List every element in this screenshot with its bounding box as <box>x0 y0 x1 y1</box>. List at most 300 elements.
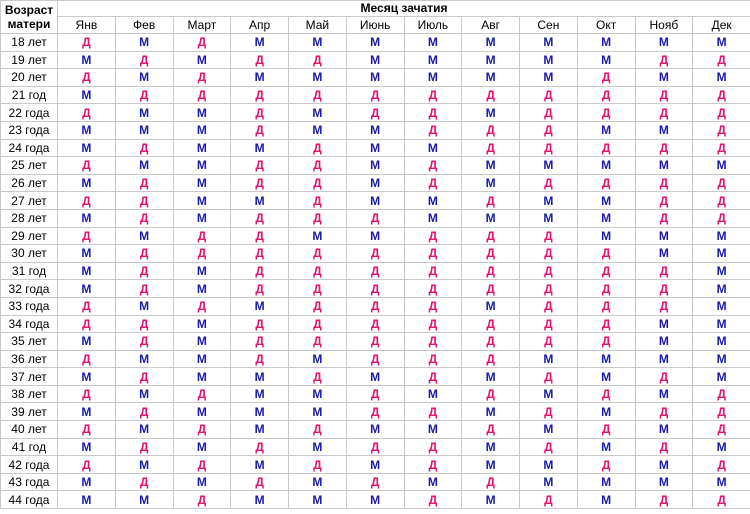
gender-cell-boy: М <box>173 368 231 386</box>
gender-cell-girl: Д <box>289 245 347 263</box>
gender-cell-boy: М <box>231 421 289 439</box>
gender-cell-boy: М <box>115 69 173 87</box>
gender-cell-girl: Д <box>693 104 750 122</box>
gender-cell-boy: М <box>404 69 462 87</box>
gender-cell-boy: М <box>520 421 578 439</box>
mother-age-header-label: Возраст матери <box>4 3 54 31</box>
gender-cell-girl: Д <box>577 69 635 87</box>
table-header <box>1 1 750 34</box>
mother-age-cell: 20 лет <box>1 69 58 87</box>
gender-cell-boy: М <box>635 456 693 474</box>
gender-cell-girl: Д <box>346 280 404 298</box>
mother-age-cell: 21 год <box>1 86 58 104</box>
gender-cell-boy: М <box>115 34 173 52</box>
gender-cell-girl: Д <box>346 315 404 333</box>
gender-cell-girl: Д <box>115 174 173 192</box>
gender-cell-boy: М <box>693 368 750 386</box>
mother-age-cell: 31 год <box>1 262 58 280</box>
mother-age-cell: 38 лет <box>1 385 58 403</box>
gender-cell-girl: Д <box>635 104 693 122</box>
gender-cell-boy: М <box>346 139 404 157</box>
gender-cell-girl: Д <box>289 297 347 315</box>
gender-cell-girl: Д <box>115 245 173 263</box>
mother-age-cell: 43 года <box>1 473 58 491</box>
gender-cell-girl: Д <box>462 262 520 280</box>
gender-cell-girl: Д <box>231 51 289 69</box>
gender-cell-boy: М <box>231 69 289 87</box>
gender-cell-boy: М <box>173 262 231 280</box>
gender-cell-boy: М <box>520 192 578 210</box>
gender-cell-boy: М <box>462 368 520 386</box>
gender-cell-boy: М <box>693 34 750 52</box>
gender-cell-girl: Д <box>635 139 693 157</box>
gender-cell-boy: М <box>115 104 173 122</box>
gender-cell-girl: Д <box>346 403 404 421</box>
gender-cell-girl: Д <box>577 315 635 333</box>
gender-cell-boy: М <box>115 385 173 403</box>
gender-cell-girl: Д <box>346 473 404 491</box>
gender-cell-boy: М <box>173 51 231 69</box>
month-header-cell: Нояб <box>635 17 693 34</box>
gender-cell-girl: Д <box>173 245 231 263</box>
gender-cell-boy: М <box>462 491 520 509</box>
gender-cell-boy: М <box>346 174 404 192</box>
gender-cell-girl: Д <box>231 262 289 280</box>
gender-cell-girl: Д <box>577 104 635 122</box>
gender-cell-girl: Д <box>635 262 693 280</box>
gender-cell-girl: Д <box>289 86 347 104</box>
gender-cell-girl: Д <box>462 280 520 298</box>
gender-cell-girl: Д <box>289 333 347 351</box>
gender-cell-girl: Д <box>289 174 347 192</box>
gender-cell-girl: Д <box>58 192 116 210</box>
gender-cell-boy: М <box>404 421 462 439</box>
gender-cell-girl: Д <box>577 333 635 351</box>
month-header-cell: Май <box>289 17 347 34</box>
gender-cell-boy: М <box>115 491 173 509</box>
gender-cell-girl: Д <box>289 209 347 227</box>
gender-cell-girl: Д <box>115 315 173 333</box>
gender-cell-boy: М <box>115 157 173 175</box>
gender-cell-boy: М <box>289 385 347 403</box>
gender-cell-girl: Д <box>404 491 462 509</box>
gender-cell-boy: М <box>231 297 289 315</box>
mother-age-cell: 33 года <box>1 297 58 315</box>
gender-cell-boy: М <box>635 333 693 351</box>
gender-cell-girl: Д <box>404 174 462 192</box>
month-header-cell: Март <box>173 17 231 34</box>
mother-age-cell: 41 год <box>1 438 58 456</box>
gender-cell-girl: Д <box>231 104 289 122</box>
gender-cell-boy: М <box>289 69 347 87</box>
mother-age-cell: 40 лет <box>1 421 58 439</box>
gender-cell-girl: Д <box>346 86 404 104</box>
gender-cell-boy: М <box>462 456 520 474</box>
gender-cell-girl: Д <box>520 245 578 263</box>
gender-cell-boy: М <box>173 192 231 210</box>
gender-cell-girl: Д <box>404 104 462 122</box>
gender-cell-girl: Д <box>231 438 289 456</box>
mother-age-cell: 42 года <box>1 456 58 474</box>
gender-cell-boy: М <box>693 157 750 175</box>
gender-cell-boy: М <box>520 51 578 69</box>
gender-cell-girl: Д <box>346 297 404 315</box>
gender-cell-girl: Д <box>577 280 635 298</box>
gender-cell-boy: М <box>462 157 520 175</box>
table-row <box>1 438 750 456</box>
gender-cell-boy: М <box>346 192 404 210</box>
gender-cell-girl: Д <box>173 297 231 315</box>
gender-cell-boy: М <box>58 139 116 157</box>
gender-cell-boy: М <box>58 368 116 386</box>
gender-cell-boy: М <box>577 403 635 421</box>
gender-cell-girl: Д <box>404 315 462 333</box>
table-row <box>1 139 750 157</box>
gender-cell-girl: Д <box>462 421 520 439</box>
gender-cell-boy: М <box>231 34 289 52</box>
gender-cell-boy: М <box>520 473 578 491</box>
gender-cell-boy: М <box>289 227 347 245</box>
table-row <box>1 280 750 298</box>
mother-age-cell: 30 лет <box>1 245 58 263</box>
gender-cell-girl: Д <box>346 209 404 227</box>
gender-cell-boy: М <box>404 139 462 157</box>
gender-cell-girl: Д <box>462 121 520 139</box>
month-header-row <box>1 17 750 34</box>
gender-cell-girl: Д <box>693 86 750 104</box>
gender-cell-girl: Д <box>635 297 693 315</box>
gender-cell-girl: Д <box>520 104 578 122</box>
gender-cell-girl: Д <box>520 262 578 280</box>
gender-cell-boy: М <box>115 456 173 474</box>
conception-month-header: Месяц зачатия <box>58 1 750 17</box>
gender-cell-boy: М <box>577 51 635 69</box>
gender-cell-girl: Д <box>289 192 347 210</box>
gender-cell-boy: М <box>693 69 750 87</box>
gender-cell-boy: М <box>462 403 520 421</box>
mother-age-cell: 18 лет <box>1 34 58 52</box>
gender-cell-girl: Д <box>231 121 289 139</box>
gender-cell-girl: Д <box>635 86 693 104</box>
gender-cell-girl: Д <box>520 403 578 421</box>
gender-cell-boy: М <box>289 104 347 122</box>
gender-cell-girl: Д <box>58 315 116 333</box>
gender-cell-boy: М <box>520 385 578 403</box>
gender-cell-girl: Д <box>404 86 462 104</box>
gender-cell-boy: М <box>404 209 462 227</box>
gender-cell-girl: Д <box>346 350 404 368</box>
gender-cell-girl: Д <box>577 174 635 192</box>
gender-cell-girl: Д <box>404 333 462 351</box>
gender-cell-boy: М <box>58 473 116 491</box>
mother-age-cell: 35 лет <box>1 333 58 351</box>
table-row <box>1 473 750 491</box>
gender-cell-boy: М <box>231 368 289 386</box>
gender-cell-girl: Д <box>58 456 116 474</box>
gender-cell-boy: М <box>58 491 116 509</box>
gender-cell-boy: М <box>58 333 116 351</box>
gender-cell-boy: М <box>346 121 404 139</box>
gender-cell-girl: Д <box>289 368 347 386</box>
table-row <box>1 227 750 245</box>
gender-cell-boy: М <box>635 227 693 245</box>
table-row <box>1 421 750 439</box>
gender-cell-girl: Д <box>520 491 578 509</box>
mother-age-cell: 22 года <box>1 104 58 122</box>
gender-cell-boy: М <box>115 421 173 439</box>
gender-cell-boy: М <box>462 438 520 456</box>
table-row <box>1 51 750 69</box>
gender-cell-boy: М <box>462 209 520 227</box>
gender-cell-girl: Д <box>693 385 750 403</box>
gender-cell-girl: Д <box>520 139 578 157</box>
gender-cell-boy: М <box>231 403 289 421</box>
table-row <box>1 121 750 139</box>
mother-age-header <box>1 1 58 34</box>
gender-cell-boy: М <box>173 280 231 298</box>
gender-cell-girl: Д <box>58 69 116 87</box>
table-row <box>1 192 750 210</box>
gender-cell-girl: Д <box>58 157 116 175</box>
gender-cell-girl: Д <box>346 385 404 403</box>
gender-cell-girl: Д <box>404 245 462 263</box>
gender-cell-boy: М <box>58 245 116 263</box>
gender-cell-boy: М <box>173 174 231 192</box>
gender-cell-boy: М <box>462 51 520 69</box>
gender-cell-girl: Д <box>520 333 578 351</box>
mother-age-cell: 44 года <box>1 491 58 509</box>
table-row <box>1 385 750 403</box>
mother-age-cell: 25 лет <box>1 157 58 175</box>
gender-cell-boy: М <box>173 438 231 456</box>
gender-cell-girl: Д <box>693 491 750 509</box>
gender-cell-girl: Д <box>346 262 404 280</box>
gender-cell-girl: Д <box>58 34 116 52</box>
gender-cell-boy: М <box>635 350 693 368</box>
gender-cell-boy: М <box>58 174 116 192</box>
gender-cell-girl: Д <box>404 227 462 245</box>
gender-cell-boy: М <box>173 104 231 122</box>
gender-cell-boy: М <box>346 227 404 245</box>
gender-cell-boy: М <box>577 491 635 509</box>
gender-cell-girl: Д <box>173 456 231 474</box>
gender-cell-boy: М <box>635 315 693 333</box>
gender-cell-girl: Д <box>346 438 404 456</box>
gender-cell-boy: М <box>693 245 750 263</box>
gender-cell-boy: М <box>173 315 231 333</box>
gender-cell-girl: Д <box>115 333 173 351</box>
gender-cell-girl: Д <box>462 473 520 491</box>
gender-cell-girl: Д <box>346 104 404 122</box>
gender-cell-boy: М <box>520 350 578 368</box>
gender-cell-girl: Д <box>115 209 173 227</box>
gender-cell-boy: М <box>289 350 347 368</box>
gender-cell-girl: Д <box>462 192 520 210</box>
gender-cell-girl: Д <box>173 69 231 87</box>
mother-age-cell: 32 года <box>1 280 58 298</box>
gender-cell-girl: Д <box>693 192 750 210</box>
gender-cell-girl: Д <box>404 368 462 386</box>
gender-cell-girl: Д <box>346 245 404 263</box>
gender-cell-girl: Д <box>289 139 347 157</box>
gender-cell-girl: Д <box>289 157 347 175</box>
gender-cell-girl: Д <box>289 51 347 69</box>
gender-cell-boy: М <box>58 121 116 139</box>
gender-cell-boy: М <box>289 491 347 509</box>
table-row <box>1 209 750 227</box>
gender-cell-girl: Д <box>404 438 462 456</box>
gender-cell-girl: Д <box>462 227 520 245</box>
gender-cell-boy: М <box>346 51 404 69</box>
mother-age-cell: 26 лет <box>1 174 58 192</box>
gender-cell-girl: Д <box>404 350 462 368</box>
gender-cell-girl: Д <box>289 421 347 439</box>
mother-age-cell: 34 года <box>1 315 58 333</box>
gender-cell-girl: Д <box>404 157 462 175</box>
table-row <box>1 86 750 104</box>
gender-cell-girl: Д <box>520 227 578 245</box>
gender-cell-boy: М <box>635 69 693 87</box>
gender-cell-girl: Д <box>577 262 635 280</box>
gender-cell-girl: Д <box>289 315 347 333</box>
gender-cell-boy: М <box>231 491 289 509</box>
month-header-cell: Июнь <box>346 17 404 34</box>
gender-cell-girl: Д <box>346 333 404 351</box>
gender-cell-girl: Д <box>115 280 173 298</box>
gender-cell-boy: М <box>346 456 404 474</box>
gender-cell-boy: М <box>289 34 347 52</box>
gender-cell-girl: Д <box>693 403 750 421</box>
gender-cell-boy: М <box>693 297 750 315</box>
gender-cell-boy: М <box>289 438 347 456</box>
table-row <box>1 456 750 474</box>
gender-cell-girl: Д <box>520 438 578 456</box>
gender-cell-boy: М <box>462 69 520 87</box>
gender-cell-girl: Д <box>404 280 462 298</box>
gender-cell-boy: М <box>577 121 635 139</box>
gender-cell-girl: Д <box>231 86 289 104</box>
month-header-cell: Окт <box>577 17 635 34</box>
gender-cell-girl: Д <box>115 262 173 280</box>
gender-cell-boy: М <box>289 403 347 421</box>
gender-cell-girl: Д <box>58 421 116 439</box>
gender-cell-boy: М <box>404 192 462 210</box>
gender-cell-boy: М <box>693 350 750 368</box>
gender-cell-boy: М <box>520 69 578 87</box>
gender-cell-boy: М <box>520 209 578 227</box>
table-row <box>1 245 750 263</box>
gender-cell-boy: М <box>635 34 693 52</box>
gender-cell-girl: Д <box>404 297 462 315</box>
gender-cell-girl: Д <box>231 280 289 298</box>
table-row <box>1 368 750 386</box>
gender-cell-girl: Д <box>173 227 231 245</box>
gender-cell-boy: М <box>173 157 231 175</box>
gender-cell-girl: Д <box>173 491 231 509</box>
gender-cell-boy: М <box>635 157 693 175</box>
gender-cell-boy: М <box>58 262 116 280</box>
gender-cell-boy: М <box>173 473 231 491</box>
gender-cell-girl: Д <box>635 280 693 298</box>
gender-cell-girl: Д <box>693 51 750 69</box>
gender-cell-boy: М <box>173 333 231 351</box>
gender-cell-girl: Д <box>577 139 635 157</box>
gender-cell-girl: Д <box>231 350 289 368</box>
gender-cell-boy: М <box>289 473 347 491</box>
gender-cell-girl: Д <box>693 139 750 157</box>
gender-cell-boy: М <box>693 227 750 245</box>
gender-cell-boy: М <box>693 438 750 456</box>
gender-cell-boy: М <box>462 34 520 52</box>
mother-age-cell: 19 лет <box>1 51 58 69</box>
gender-cell-boy: М <box>577 157 635 175</box>
gender-cell-girl: Д <box>462 333 520 351</box>
gender-cell-boy: М <box>577 350 635 368</box>
gender-cell-girl: Д <box>404 456 462 474</box>
gender-cell-girl: Д <box>115 51 173 69</box>
gender-cell-boy: М <box>404 473 462 491</box>
gender-cell-girl: Д <box>577 245 635 263</box>
gender-cell-boy: М <box>173 403 231 421</box>
gender-cell-boy: М <box>231 139 289 157</box>
mother-age-cell: 23 года <box>1 121 58 139</box>
gender-cell-girl: Д <box>115 192 173 210</box>
gender-cell-boy: М <box>635 421 693 439</box>
gender-cell-boy: М <box>231 456 289 474</box>
mother-age-cell: 28 лет <box>1 209 58 227</box>
gender-cell-girl: Д <box>289 456 347 474</box>
gender-cell-boy: М <box>693 333 750 351</box>
gender-cell-boy: М <box>346 69 404 87</box>
gender-cell-boy: М <box>115 227 173 245</box>
gender-cell-girl: Д <box>635 51 693 69</box>
gender-cell-boy: М <box>635 245 693 263</box>
gender-cell-boy: М <box>462 104 520 122</box>
gender-cell-boy: М <box>693 262 750 280</box>
gender-cell-boy: М <box>577 473 635 491</box>
gender-cell-boy: М <box>577 209 635 227</box>
gender-cell-boy: М <box>231 192 289 210</box>
gender-cell-boy: М <box>58 280 116 298</box>
gender-cell-girl: Д <box>173 86 231 104</box>
gender-cell-girl: Д <box>462 315 520 333</box>
gender-cell-girl: Д <box>115 368 173 386</box>
gender-cell-girl: Д <box>231 157 289 175</box>
gender-cell-girl: Д <box>462 86 520 104</box>
gender-cell-girl: Д <box>231 245 289 263</box>
mother-age-cell: 24 года <box>1 139 58 157</box>
gender-cell-girl: Д <box>404 121 462 139</box>
gender-cell-girl: Д <box>693 421 750 439</box>
table-row <box>1 69 750 87</box>
gender-cell-boy: М <box>346 421 404 439</box>
gender-cell-boy: М <box>577 227 635 245</box>
gender-cell-boy: М <box>462 297 520 315</box>
gender-cell-girl: Д <box>462 385 520 403</box>
gender-cell-boy: М <box>462 174 520 192</box>
gender-cell-boy: М <box>115 121 173 139</box>
month-header-cell: Апр <box>231 17 289 34</box>
gender-cell-boy: М <box>577 192 635 210</box>
gender-cell-girl: Д <box>115 403 173 421</box>
gender-cell-girl: Д <box>520 174 578 192</box>
mother-age-cell: 39 лет <box>1 403 58 421</box>
gender-cell-boy: М <box>693 315 750 333</box>
gender-cell-boy: М <box>346 157 404 175</box>
gender-cell-boy: М <box>577 438 635 456</box>
month-header-cell: Фев <box>115 17 173 34</box>
gender-cell-girl: Д <box>231 473 289 491</box>
